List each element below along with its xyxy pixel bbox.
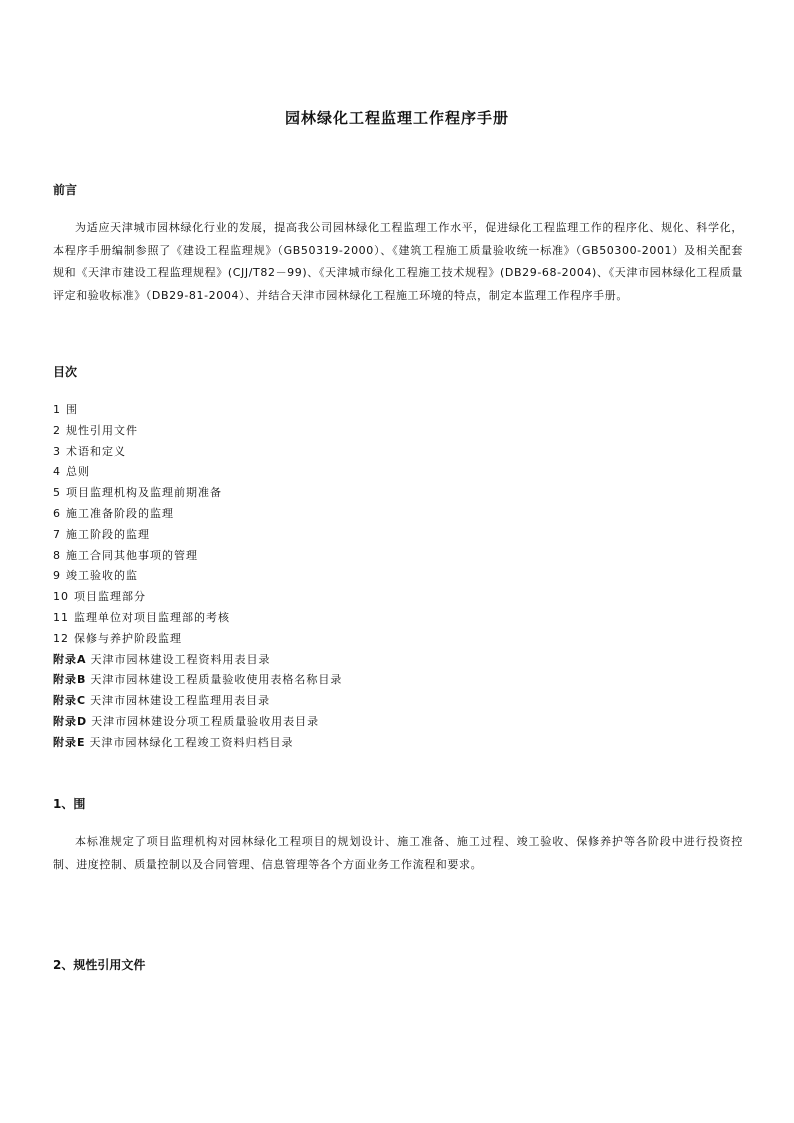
toc-item[interactable]: 5 项目监理机构及监理前期准备 [53, 486, 222, 500]
toc-item[interactable]: 11 监理单位对项目监理部的考核 [53, 610, 230, 624]
document-title: 园林绿化工程监理工作程序手册 [284, 109, 509, 127]
toc-appendix-item[interactable]: 附录A 天津市园林建设工程资料用表目录 [53, 652, 271, 666]
table-of-contents [53, 400, 342, 754]
toc-appendix-item[interactable]: 附录E 天津市园林绿化工程竣工资料归档目录 [53, 735, 294, 749]
toc-appendix-item[interactable]: 附录C 天津市园林建设工程监理用表目录 [53, 694, 271, 708]
toc-appendix-item[interactable]: 附录B 天津市园林建设工程质量验收使用表格名称目录 [53, 673, 343, 687]
toc-item[interactable]: 6 施工准备阶段的监理 [53, 506, 174, 520]
section-2-heading: 2、规性引用文件 [53, 958, 146, 972]
toc-item[interactable]: 12 保修与养护阶段监理 [53, 631, 182, 645]
toc-item[interactable]: 3 术语和定义 [53, 444, 126, 458]
section-1-heading: 1、围 [53, 797, 86, 811]
preface-paragraph: 为适应天津城市园林绿化行业的发展，提高我公司园林绿化工程监理工作水平，促进绿化工程监理工作的程序化、规化、科学化，本程序手册编制参照了《建设工程监理规》（GB50319-2000）、《建筑工程施工质量验收统一标准》（GB50300-2001）及相关配套规和《天津市建设工程监理规程》(CJJ/T82－99)、《天津城市绿化工程施工技术规程》(DB29-68-2004)、《天津市园林绿化工程质量评定和验收标准》（DB29-81-2004）、并结合天津市园林绿化工程施工环境的特点，制定本监理工作程序手册。 [53, 221, 743, 302]
section-1-paragraph: 本标准规定了项目监理机构对园林绿化工程项目的规划设计、施工准备、施工过程、竣工验收、保修养护等各阶段中进行投资控制、进度控制、质量控制以及合同管理、信息管理等各个方面业务工作流程和要求。 [53, 835, 743, 871]
toc-item[interactable]: 8 施工合同其他事项的管理 [53, 548, 198, 562]
toc-item[interactable]: 4 总则 [53, 465, 90, 479]
toc-item[interactable]: 2 规性引用文件 [53, 423, 138, 437]
toc-item[interactable]: 7 施工阶段的监理 [53, 527, 150, 541]
toc-heading: 目次 [53, 365, 78, 379]
preface-heading: 前言 [53, 183, 78, 197]
toc-item[interactable]: 1 围 [53, 403, 78, 416]
toc-item[interactable]: 9 竣工验收的监 [53, 569, 138, 583]
toc-item[interactable]: 10 项目监理部分 [53, 590, 146, 604]
toc-appendix-item[interactable]: 附录D 天津市园林建设分项工程质量验收用表目录 [53, 714, 320, 728]
